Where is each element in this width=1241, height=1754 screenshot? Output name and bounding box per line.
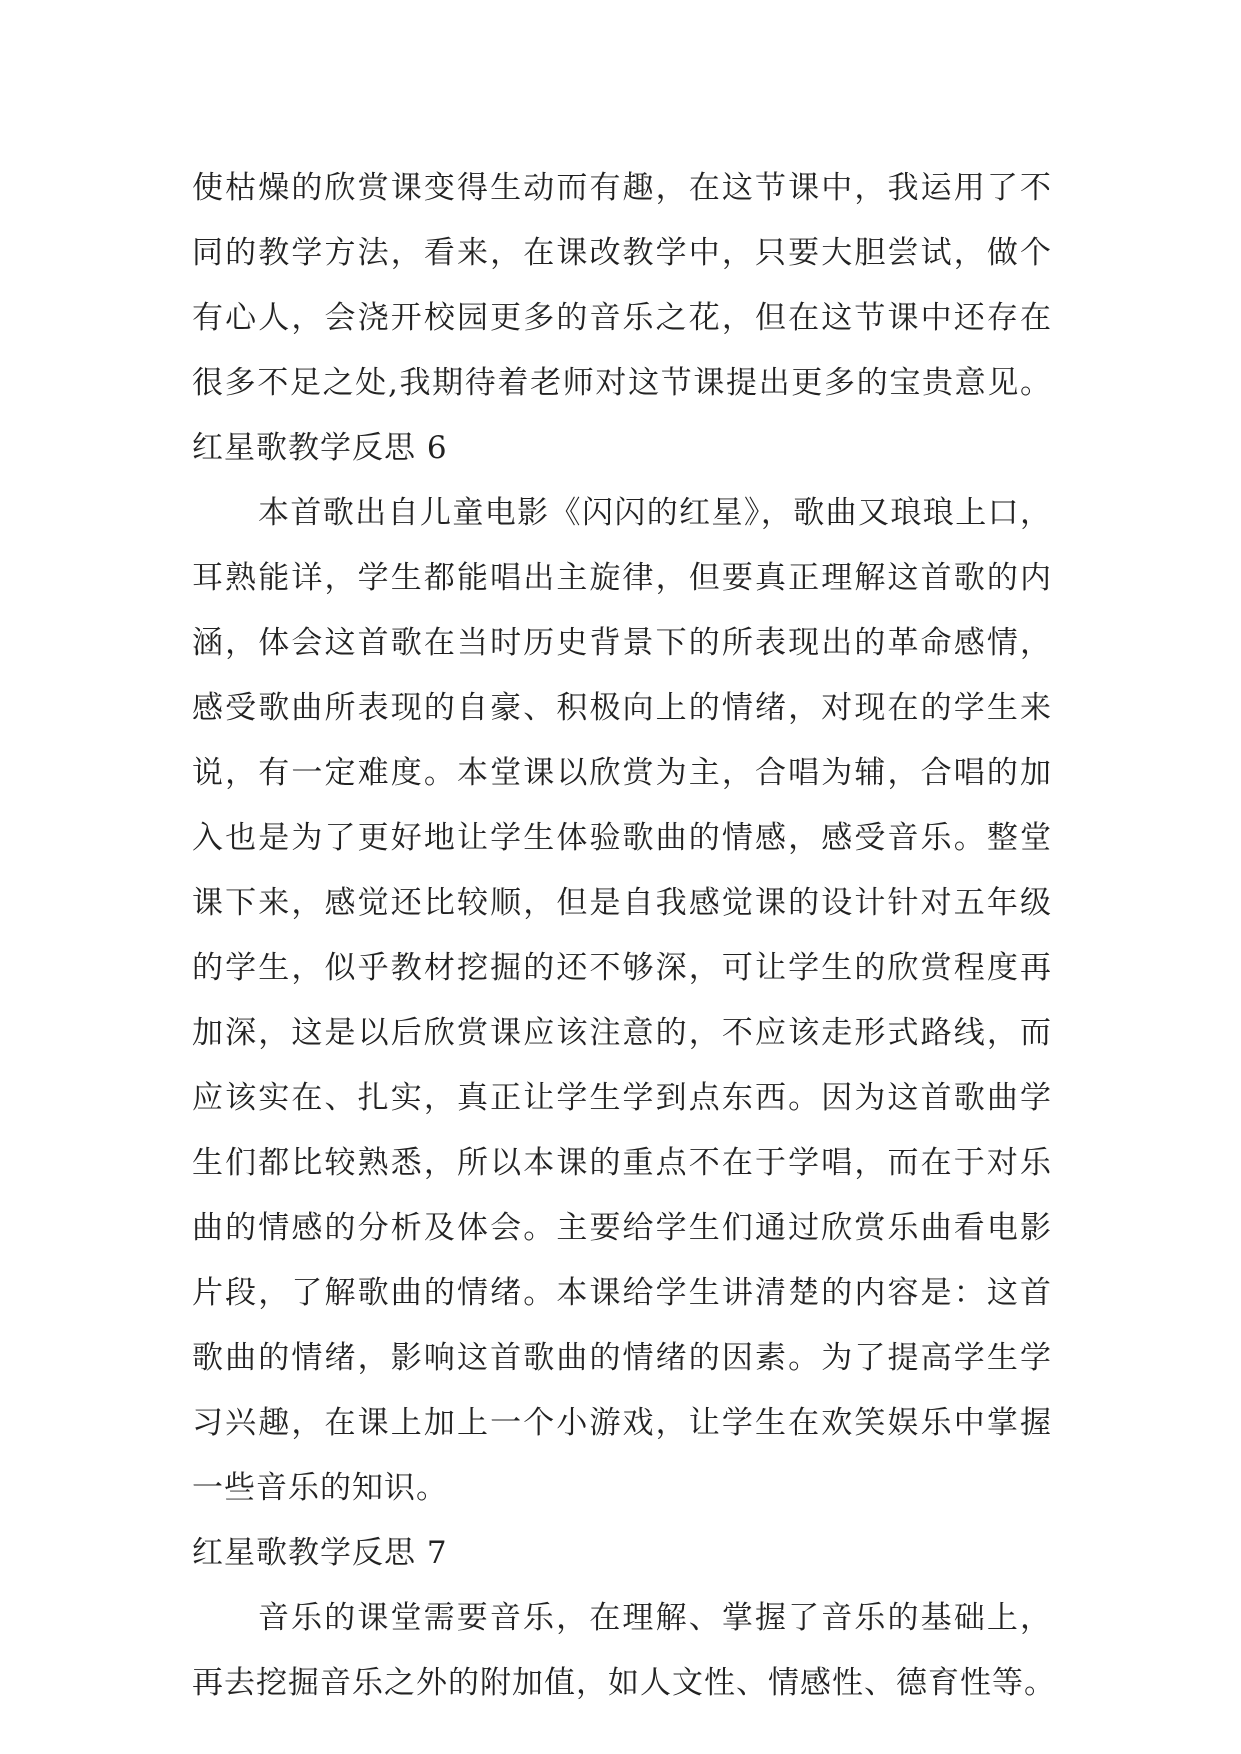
- text-line: 曲的情感的分析及体会。主要给学生们通过欣赏乐曲看电影: [192, 1210, 1052, 1246]
- text-line: 使枯燥的欣赏课变得生动而有趣，在这节课中，我运用了不: [192, 170, 1052, 206]
- text-line: 涵，体会这首歌在当时历史背景下的所表现出的革命感情，: [192, 625, 1052, 661]
- text-line: 的学生，似乎教材挖掘的还不够深，可让学生的欣赏程度再: [192, 950, 1052, 986]
- document-body: [192, 156, 1056, 1716]
- text-line: 课下来，感觉还比较顺，但是自我感觉课的设计针对五年级: [192, 885, 1052, 921]
- paragraph-previous-section: [192, 156, 1052, 416]
- text-line: 感受歌曲所表现的自豪、积极向上的情绪，对现在的学生来: [192, 690, 1052, 726]
- text-line: 耳熟能详，学生都能唱出主旋律，但要真正理解这首歌的内: [192, 560, 1052, 596]
- text-line: 加深，这是以后欣赏课应该注意的，不应该走形式路线，而: [192, 1015, 1052, 1051]
- text-line: 说，有一定难度。本堂课以欣赏为主，合唱为辅，合唱的加: [192, 755, 1052, 791]
- text-line: 生们都比较熟悉，所以本课的重点不在于学唱，而在于对乐: [192, 1145, 1052, 1181]
- text-line: 应该实在、扎实，真正让学生学到点东西。因为这首歌曲学: [192, 1080, 1052, 1116]
- section-6: [192, 416, 1052, 1521]
- section-7-paragraph: [192, 1586, 1056, 1716]
- section-6-paragraph: [192, 481, 1052, 1521]
- text-line: 歌曲的情绪，影响这首歌曲的情绪的因素。为了提高学生学: [192, 1340, 1052, 1376]
- text-line: 音乐的课堂需要音乐，在理解、掌握了音乐的基础上，: [258, 1600, 1052, 1636]
- text-line: 入也是为了更好地让学生体验歌曲的情感，感受音乐。整堂: [192, 820, 1052, 856]
- text-line: 习兴趣，在课上加上一个小游戏，让学生在欢笑娱乐中掌握: [192, 1405, 1052, 1441]
- text-line: 同的教学方法，看来，在课改教学中，只要大胆尝试，做个: [192, 235, 1052, 271]
- section-heading: 红星歌教学反思 7: [192, 1535, 448, 1571]
- section-heading: 红星歌教学反思 6: [192, 430, 448, 466]
- text-line: 一些音乐的知识。: [192, 1470, 448, 1506]
- text-line: 再去挖掘音乐之外的附加值，如人文性、情感性、德育性等。: [192, 1665, 1056, 1701]
- text-line: 片段，了解歌曲的情绪。本课给学生讲清楚的内容是：这首: [192, 1275, 1052, 1311]
- text-line: 有心人，会浇开校园更多的音乐之花，但在这节课中还存在: [192, 300, 1052, 336]
- text-line: 本首歌出自儿童电影《闪闪的红星》，歌曲又琅琅上口，: [258, 495, 1052, 531]
- text-line: 很多不足之处,我期待着老师对这节课提出更多的宝贵意见。: [192, 365, 1052, 401]
- section-7: [192, 1521, 1056, 1716]
